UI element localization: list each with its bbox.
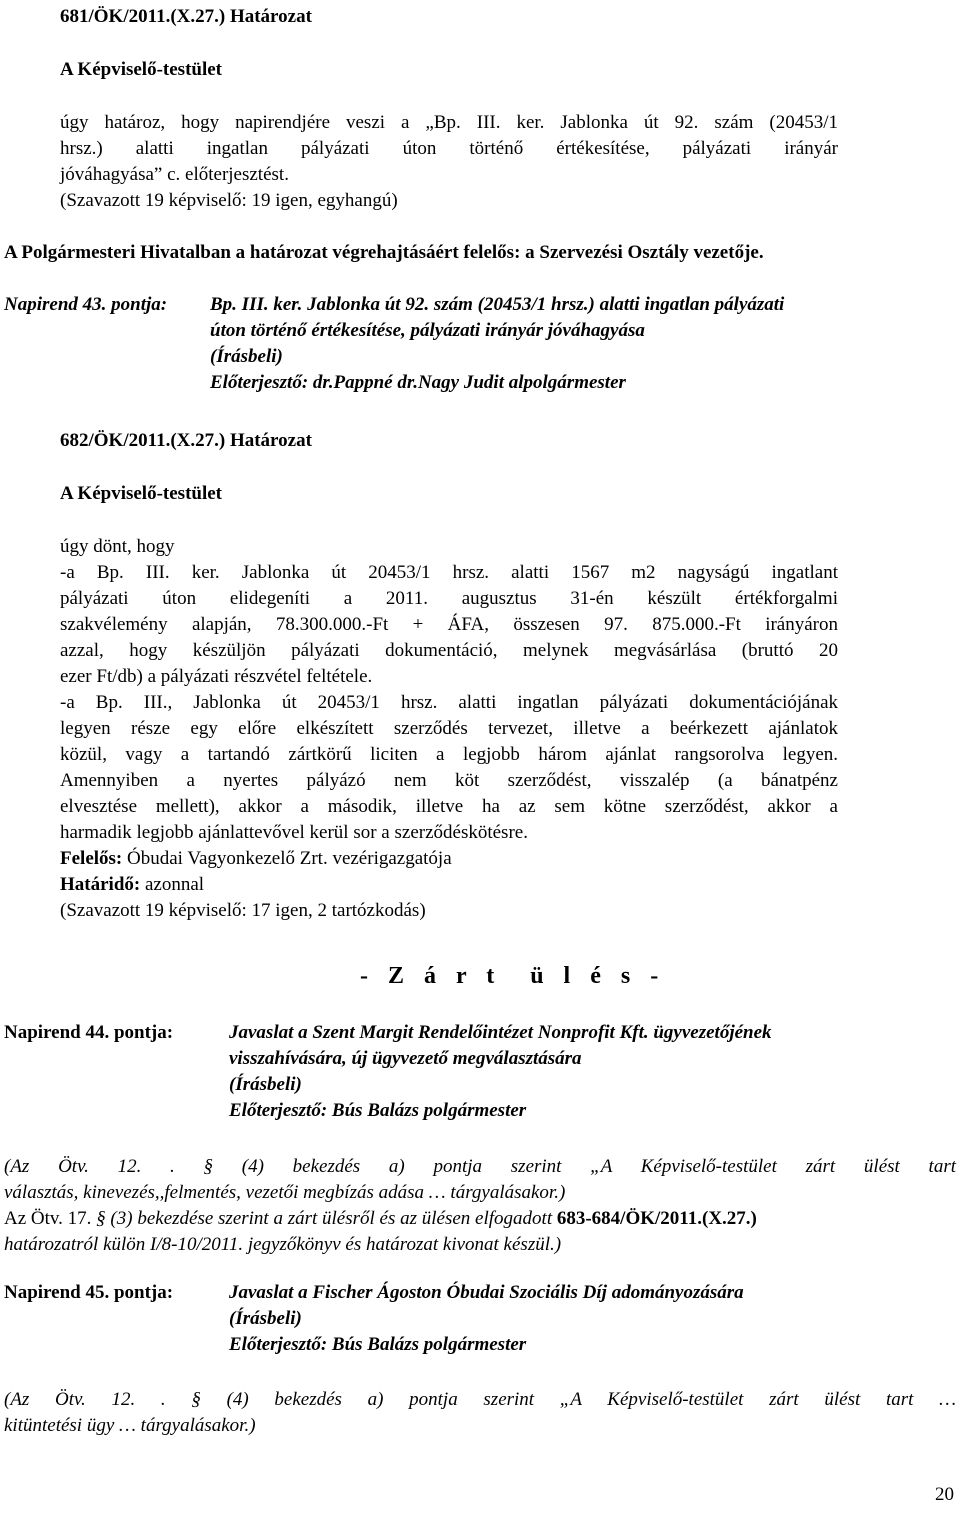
agenda-43-title-line: Bp. III. ker. Jablonka út 92. szám (20453/1 hrsz.) alatti ingatlan pályázati <box>210 294 785 315</box>
agenda-44-title-line: Javaslat a Szent Margit Rendelőintézet Nonprofit Kft. ügyvezetőjének <box>229 1022 772 1043</box>
deadline-value: azonnal <box>140 874 205 895</box>
note-line: határozatról külön I/8-10/2011. jegyzőkönyv és határozat kivonat készül.) <box>4 1234 562 1255</box>
text-line: -a Bp. III. ker. Jablonka út 20453/1 hrsz. alatti 1567 m2 nagyságú ingatlant <box>60 562 838 583</box>
agenda-43-type: (Írásbeli) <box>210 346 283 367</box>
agenda-43-presenter: Előterjesztő: dr.Pappné dr.Nagy Judit alpolgármester <box>210 372 626 393</box>
note-line: (Az Ötv. 12. . § (4) bekezdés a) pontja szerint „A Képviselő-testület zárt ülést tart … <box>4 1389 956 1410</box>
responsible-value: Óbudai Vagyonkezelő Zrt. vezérigazgatója <box>122 848 452 869</box>
resolution-682-text <box>60 534 838 924</box>
agenda-44-presenter: Előterjesztő: Bús Balázs polgármester <box>229 1100 527 1121</box>
text-line: elvesztése mellett), akkor a második, illetve ha az sem kötne szerződést, akkor a <box>60 796 838 817</box>
responsible-label: Felelős: <box>60 848 123 869</box>
text-line: hrsz.) alatti ingatlan pályázati úton történő értékesítése, pályázati irányár <box>60 138 838 159</box>
closed-session-heading: - Z á r t ü l é s - <box>360 963 663 989</box>
page-number: 20 <box>935 1484 954 1505</box>
deadline-line <box>60 872 838 898</box>
text-line: harmadik legjobb ajánlattevővel kerül sor a szerződéskötésre. <box>60 822 528 843</box>
resolution-681-text <box>60 110 838 214</box>
council-heading-2: A Képviselő-testület <box>60 483 223 504</box>
intro-line: úgy dönt, hogy <box>60 536 175 557</box>
responsible-line <box>60 846 838 872</box>
agenda-45-label: Napirend 45. pontja: <box>4 1282 174 1303</box>
text-line: ezer Ft/db) a pályázati részvétel feltétele. <box>60 666 373 687</box>
note-line: választás, kinevezés,,felmentés, vezetői megbízás adása … tárgyalásakor.) <box>4 1182 566 1203</box>
text-line: pályázati úton elidegeníti a 2011. augusztus 31-én készült értékforgalmi <box>60 588 838 609</box>
agenda-43-title <box>210 292 784 396</box>
note-line: (Az Ötv. 12. . § (4) bekezdés a) pontja szerint „A Képviselő-testület zárt ülést tart <box>4 1156 956 1177</box>
agenda-44-label: Napirend 44. pontja: <box>4 1022 174 1043</box>
text-line: közül, vagy a tartandó zártkörű liciten a legjobb három ajánlat rangsorolva legyen. <box>60 744 838 765</box>
text-line: azzal, hogy készüljön pályázati dokumentáció, melynek megvásárlása (bruttó 20 <box>60 640 838 661</box>
council-heading-1: A Képviselő-testület <box>60 59 223 80</box>
agenda-44-type: (Írásbeli) <box>229 1074 302 1095</box>
agenda-44-note <box>4 1154 956 1258</box>
resolution-682-title: 682/ÖK/2011.(X.27.) Határozat <box>60 430 312 451</box>
text-line: jóváhagyása” c. előterjesztést. <box>60 164 289 185</box>
text-line: úgy határoz, hogy napirendjére veszi a „Bp. III. ker. Jablonka út 92. szám (20453/1 <box>60 112 838 133</box>
note-line-2: Az Ötv. 17. § (3) bekezdése szerint a zárt ülésről és az ülésen elfogadott 683-684/ÖK/2011.(X.27.) <box>4 1208 757 1229</box>
text-line: Amennyiben a nyertes pályázó nem köt szerződést, visszalép (a bánatpénz <box>60 770 838 791</box>
text-line: legyen része egy előre elkészített szerződés tervezet, illetve a beérkezett ajánlatok <box>60 718 838 739</box>
agenda-45-title <box>229 1280 744 1358</box>
text-line: -a Bp. III., Jablonka út 20453/1 hrsz. alatti ingatlan pályázati dokumentációjának <box>60 692 838 713</box>
agenda-43-title-line: úton történő értékesítése, pályázati irányár jóváhagyása <box>210 320 645 341</box>
deadline-label: Határidő: <box>60 874 141 895</box>
agenda-45-type: (Írásbeli) <box>229 1308 302 1329</box>
resolution-681-title: 681/ÖK/2011.(X.27.) Határozat <box>60 6 312 27</box>
text-line: szakvélemény alapján, 78.300.000.-Ft + ÁFA, összesen 97. 875.000.-Ft irányáron <box>60 614 838 635</box>
vote-result: (Szavazott 19 képviselő: 19 igen, egyhangú) <box>60 190 398 211</box>
agenda-45-note <box>4 1387 956 1439</box>
agenda-45-title-line: Javaslat a Fischer Ágoston Óbudai Szociális Díj adományozására <box>229 1282 744 1303</box>
agenda-44-title-line: visszahívására, új ügyvezető megválasztására <box>229 1048 582 1069</box>
agenda-43-label: Napirend 43. pontja: <box>4 294 168 315</box>
agenda-44-title <box>229 1020 772 1124</box>
note-line: kitüntetési ügy … tárgyalásakor.) <box>4 1415 256 1436</box>
vote-result: (Szavazott 19 képviselő: 17 igen, 2 tartózkodás) <box>60 900 426 921</box>
agenda-45-presenter: Előterjesztő: Bús Balázs polgármester <box>229 1334 527 1355</box>
responsible-statement: A Polgármesteri Hivatalban a határozat végrehajtásáért felelős: a Szervezési Osztály vezetője. <box>4 242 764 263</box>
